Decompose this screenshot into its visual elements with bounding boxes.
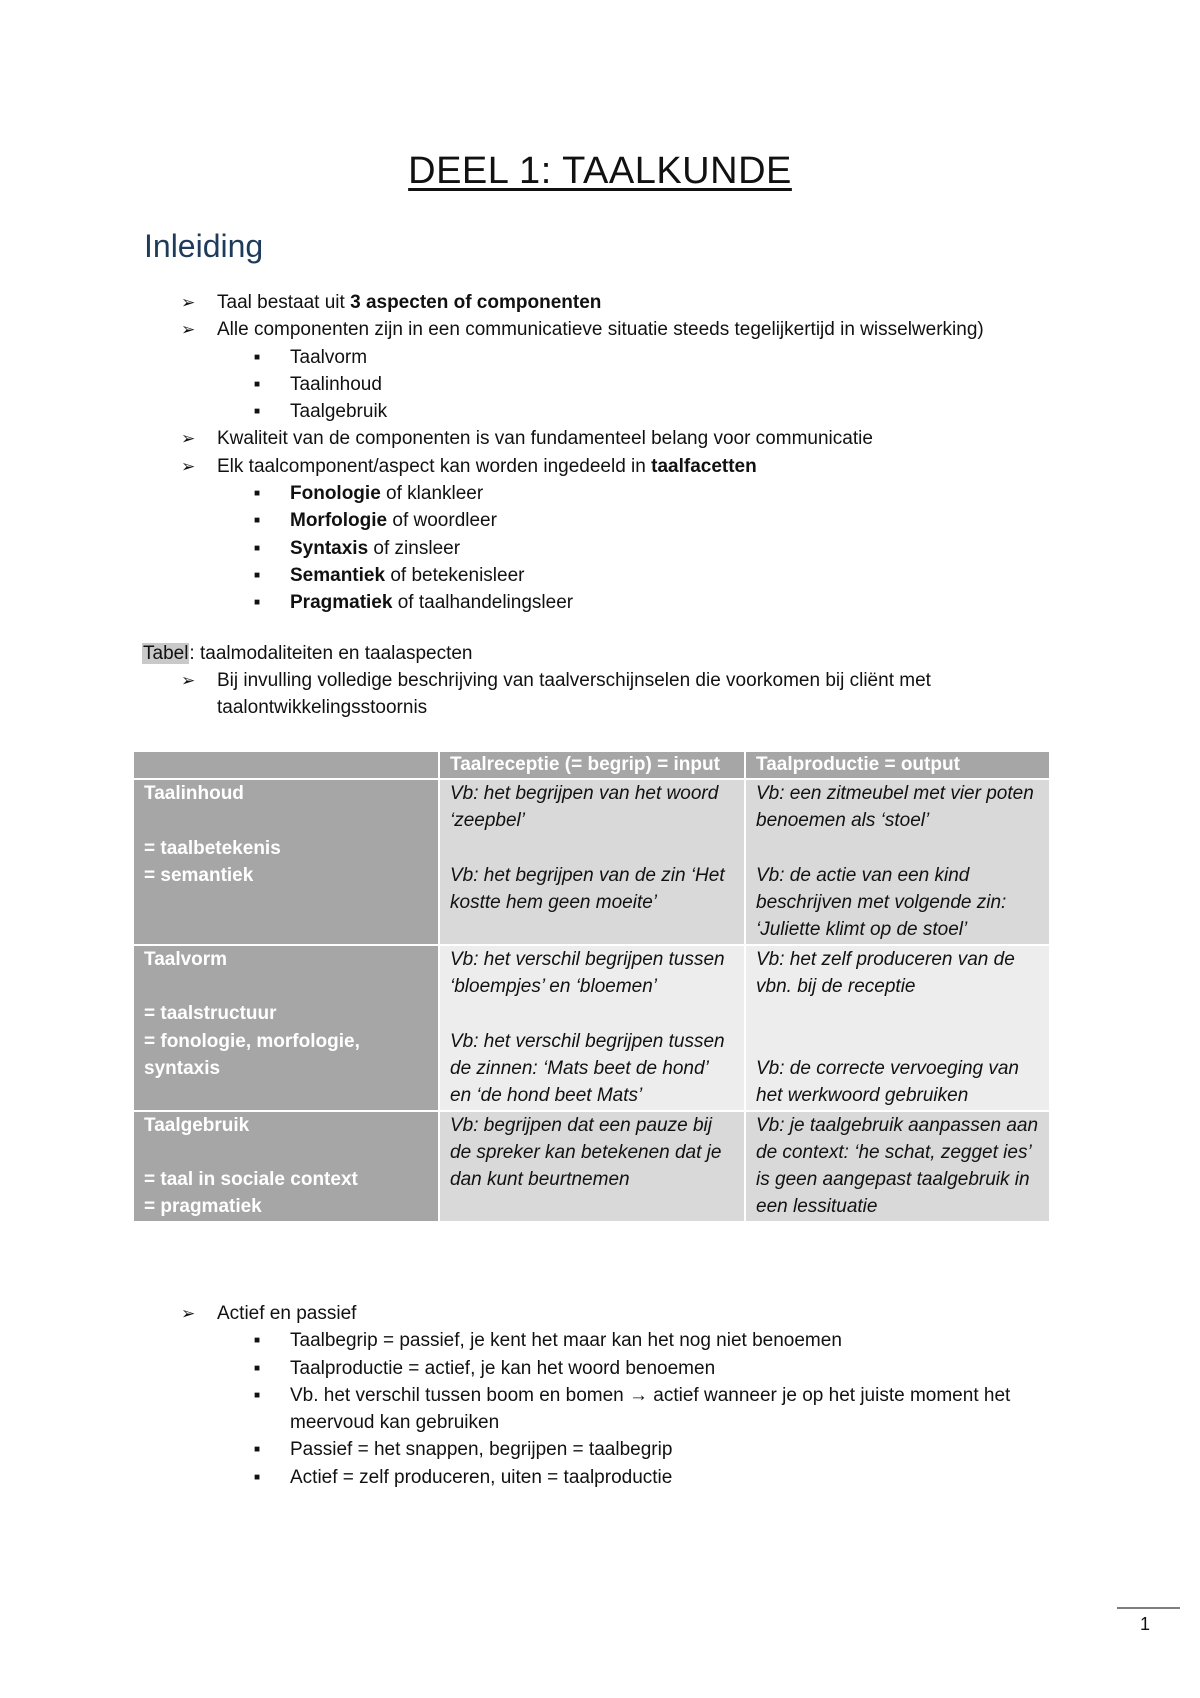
modalities-table xyxy=(132,750,1051,1223)
facets-list xyxy=(217,480,1060,616)
table-header xyxy=(133,751,439,779)
arrow-bullet-icon: ➢ xyxy=(181,429,196,449)
active-passive-items xyxy=(217,1327,1060,1491)
list-item: ➢ Elk taalcomponent/aspect kan worden ingedeeld in taalfacetten ■ Fonologie of klankleer ■ Morfologie of woordleer ■ Syntaxis of zinsleer ■ Semantiek of betekenisleer ■ Pragmatiek of taalhandelingsleer xyxy=(0,453,1200,617)
table-header-row xyxy=(133,751,1050,779)
footer-divider xyxy=(1117,1607,1180,1609)
arrow-bullet-icon: ➢ xyxy=(181,456,196,476)
square-bullet-icon: ■ xyxy=(254,378,261,390)
square-bullet-icon: ■ xyxy=(254,1471,261,1483)
arrow-bullet-icon: ➢ xyxy=(181,320,196,340)
list-item: ■ Taalproductie = actief, je kan het woord benoemen xyxy=(217,1355,1060,1382)
page-title: DEEL 1: TAALKUNDE xyxy=(408,150,792,192)
active-passive-list xyxy=(0,1300,1200,1491)
square-bullet-icon: ■ xyxy=(254,406,261,418)
arrow-bullet-icon: ➢ xyxy=(181,1304,196,1323)
components-list xyxy=(217,344,1060,426)
list-item: ■ Pragmatiek of taalhandelingsleer xyxy=(217,589,1060,616)
table-header: Taalproductie = output xyxy=(745,751,1050,779)
table-cell: Vb: het zelf produceren van de vbn. bij de receptie Vb: de correcte vervoeging van het werkwoord gebruiken xyxy=(745,945,1050,1111)
list-item: ➢ Actief en passief ■ Taalbegrip = passief, je kent het maar kan het nog niet benoemen ■ Taalproductie = actief, je kan het woord benoemen ■ Vb. het verschil tussen boom en bomen → actief wanneer je op het juiste moment het meervoud kan gebruiken ■ Passief = het snappen, begrijpen = taalbegrip ■ Actief = zelf produceren, uiten = taalproductie xyxy=(0,1300,1200,1491)
list-item: ■ Taalbegrip = passief, je kent het maar kan het nog niet benoemen xyxy=(217,1327,1060,1354)
list-item: ■ Fonologie of klankleer xyxy=(217,480,1060,507)
table-row xyxy=(133,779,1050,945)
list-item: ■ Taalgebruik xyxy=(217,398,1060,425)
table-row xyxy=(133,1111,1050,1222)
table-note-list xyxy=(0,667,1200,722)
intro-list xyxy=(0,289,1200,617)
list-item: ■ Vb. het verschil tussen boom en bomen → actief wanneer je op het juiste moment het meervoud kan gebruiken xyxy=(217,1382,1060,1437)
square-bullet-icon: ■ xyxy=(254,1389,261,1401)
arrow-bullet-icon: ➢ xyxy=(181,293,196,312)
list-item: ■ Syntaxis of zinsleer xyxy=(217,535,1060,562)
list-item: ➢ Alle componenten zijn in een communicatieve situatie steeds tegelijkertijd in wisselwerking) ■ Taalvorm ■ Taalinhoud ■ Taalgebruik xyxy=(0,316,1200,425)
table-cell: Vb: begrijpen dat een pauze bij de spreker kan betekenen dat je dan kunt beurtnemen xyxy=(439,1111,745,1222)
table-cell: Vb: het begrijpen van het woord ‘zeepbel’ Vb: het begrijpen van de zin ‘Het kostte hem geen moeite’ xyxy=(439,779,745,945)
table-caption: Tabel: taalmodaliteiten en taalaspecten xyxy=(143,643,473,664)
square-bullet-icon: ■ xyxy=(254,1335,261,1347)
square-bullet-icon: ■ xyxy=(254,1444,261,1456)
square-bullet-icon: ■ xyxy=(254,597,261,609)
square-bullet-icon: ■ xyxy=(254,515,261,527)
square-bullet-icon: ■ xyxy=(254,488,261,500)
square-bullet-icon: ■ xyxy=(254,1362,261,1374)
table-cell: Vb: het verschil begrijpen tussen ‘bloempjes’ en ‘bloemen’ Vb: het verschil begrijpen tussen de zinnen: ‘Mats beet de hond’ en ‘de hond beet Mats’ xyxy=(439,945,745,1111)
list-item: ➢ Taal bestaat uit 3 aspecten of componenten xyxy=(0,289,1200,316)
row-header: Taalvorm = taalstructuur = fonologie, morfologie, syntaxis xyxy=(133,945,439,1111)
list-item: ■ Actief = zelf produceren, uiten = taalproductie xyxy=(217,1464,1060,1491)
list-item: ➢ Kwaliteit van de componenten is van fundamenteel belang voor communicatie xyxy=(0,425,1200,452)
square-bullet-icon: ■ xyxy=(254,351,261,363)
row-header: Taalgebruik = taal in sociale context = pragmatiek xyxy=(133,1111,439,1222)
list-item: ➢ Bij invulling volledige beschrijving van taalverschijnselen die voorkomen bij cliënt met taalontwikkelingsstoornis xyxy=(0,667,1200,722)
table-row xyxy=(133,945,1050,1111)
list-item: ■ Taalvorm xyxy=(217,344,1060,371)
arrow-bullet-icon: ➢ xyxy=(181,671,196,690)
square-bullet-icon: ■ xyxy=(254,542,261,554)
table-cell: Vb: je taalgebruik aanpassen aan de context: ‘he schat, zegget ies’ is geen aangepast taalgebruik in een lessituatie xyxy=(745,1111,1050,1222)
row-header: Taalinhoud = taalbetekenis = semantiek xyxy=(133,779,439,945)
list-item: ■ Morfologie of woordleer xyxy=(217,507,1060,534)
page-number: 1 xyxy=(1140,1614,1151,1634)
square-bullet-icon: ■ xyxy=(254,569,261,581)
table-cell: Vb: een zitmeubel met vier poten benoemen als ‘stoel’ Vb: de actie van een kind beschrijven met volgende zin: ‘Juliette klimt op de stoel’ xyxy=(745,779,1050,945)
section-heading: Inleiding xyxy=(144,228,264,264)
list-item: ■ Taalinhoud xyxy=(217,371,1060,398)
list-item: ■ Semantiek of betekenisleer xyxy=(217,562,1060,589)
table-header: Taalreceptie (= begrip) = input xyxy=(439,751,745,779)
list-item: ■ Passief = het snappen, begrijpen = taalbegrip xyxy=(217,1436,1060,1463)
